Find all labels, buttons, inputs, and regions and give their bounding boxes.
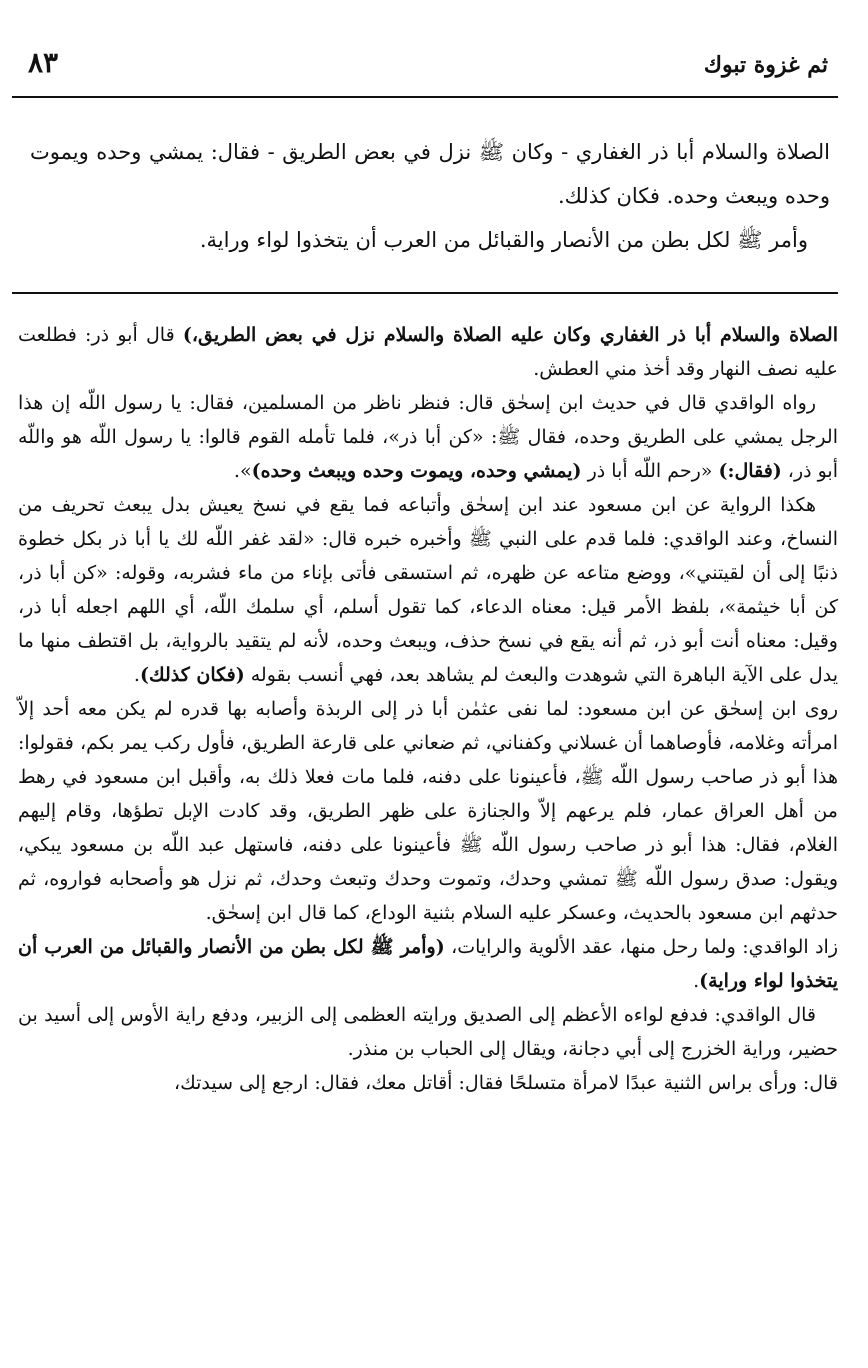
commentary-text-run: قال أبو ذر: فطلعت عليه نصف النهار وقد أخذ مني العطش. xyxy=(18,324,838,380)
quoted-matn: (فقال:) xyxy=(718,460,782,482)
commentary-paragraph-4: روى ابن إسحٰق عن ابن مسعود: لما نفى عثمٰن أبا ذر إلى الربذة وأصابه بها قدره لم يكن معه أحد إلاّ امرأته وغلامه، فأوصاهما أن غسلاني وكفناني، ثم ضعاني على قارعة الطريق، فأول ركب يمر بكم، فقولوا: هذا أبو ذر صاحب رسول اللّه ﷺ، فأعينونا على دفنه، فلما مات فعلا ذلك به، وأقبل ابن مسعود في رهط من أهل العراق عمار، فلم يرعهم إلاّ والجنازة على ظهر الطريق، وقد كادت الإبل تطؤها، وقام إليهم الغلام، فقال: هذا أبو ذر صاحب رسول اللّه ﷺ فأعينونا على دفنه، فاستهل عبد اللّه بن مسعود يبكي، ويقول: صدق رسول اللّه ﷺ تمشي وحدك، وتموت وحدك وتبعث وحدك، ثم نزل هو وأصحابه فواروه، ثم حدثهم ابن مسعود بالحديث، وعسكر عليه السلام بثنية الوداع، كما قال ابن إسحٰق. xyxy=(18,698,838,924)
commentary-paragraph-2 xyxy=(18,386,838,488)
commentary-text-run: . xyxy=(133,664,140,686)
quoted-matn: (فكان كذلك) xyxy=(139,664,245,686)
commentary-text-run: «رحم اللّه أبا ذر xyxy=(581,460,719,482)
quoted-matn: الصلاة والسلام أبا ذر الغفاري وكان عليه الصلاة والسلام نزل في بعض الطريق،) xyxy=(182,324,838,346)
commentary-text-run: زاد الواقدي: ولما رحل منها، عقد الألوية والرايات، xyxy=(444,936,838,958)
matn-paragraph-1: الصلاة والسلام أبا ذر الغفاري - وكان ﷺ نزل في بعض الطريق - فقال: يمشي وحده ويموت وحده ويبعث وحده. فكان كذلك. xyxy=(30,140,830,208)
commentary-text xyxy=(18,318,838,1100)
header-rule xyxy=(12,96,838,98)
commentary-text-run: رواه الواقدي قال في حديث ابن إسحٰق قال: فنظر ناظر من المسلمين، فقال: يا رسول اللّه إن هذا الرجل يمشي على الطريق وحده، فقال ﷺ: «كن أبا ذر»، فلما تأمله القوم قالوا: يا رسول اللّه هو واللّه أبو ذر، xyxy=(18,392,838,482)
commentary-text-run: هكذا الرواية عن ابن مسعود عند ابن إسحٰق وأتباعه فما يقع في نسخ يعيش بدل يبعث تحريف من النساخ، وعند الواقدي: فلما قدم على النبي ﷺ وأخبره خبره قال: «لقد غفر اللّه لك يا أبا ذر بكل خطوة ذنبًا إلى أن لقيتني»، ووضع متاعه عن ظهره، ثم استسقى فأتى بإناء من ماء فشربه، وقوله: «كن أبا ذر، كن أبا خيثمة»، بلفظ الأمر قيل: معناه الدعاء، كما تقول أسلم، أي سلمك اللّه، أي اللهم اجعله أبا ذر، وقيل: معناه أنت أبو ذر، ثم أنه يقع في نسخ حذف، ويبعث وحده، لأنه لم يتقيد بالرواية، بل اقتطف منها ما يدل على الآية الباهرة التي شوهدت والبعث لم يشاهد بعد، فهي أنسب بقوله xyxy=(18,494,838,686)
commentary-paragraph-1 xyxy=(18,318,838,386)
commentary-paragraph-7: قال: ورأى براس الثنية عبدًا لامرأة متسلحًا فقال: أقاتل معك، فقال: ارجع إلى سيدتك، xyxy=(173,1072,838,1094)
commentary-text-run: ». xyxy=(233,460,252,482)
page-number: ٨٣ xyxy=(28,46,59,79)
quoted-matn: (وأمر ﷺ لكل بطن من الأنصار والقبائل من العرب أن يتخذوا لواء وراية) xyxy=(18,936,838,992)
page-header xyxy=(28,42,828,94)
section-divider xyxy=(12,292,838,294)
running-title: ثم غزوة تبوك xyxy=(703,52,828,78)
commentary-paragraph-5 xyxy=(18,930,838,998)
quoted-matn: (يمشي وحده، ويموت وحده ويبعث وحده) xyxy=(251,460,582,482)
matn-text xyxy=(30,130,830,262)
commentary-text-run: . xyxy=(693,970,700,992)
commentary-paragraph-3 xyxy=(18,488,838,692)
commentary-paragraph-6: قال الواقدي: فدفع لواءه الأعظم إلى الصديق ورايته العظمى إلى الزبير، ودفع راية الأوس إلى أسيد بن حضير، وراية الخزرج إلى أبي دجانة، ويقال إلى الحباب بن منذر. xyxy=(18,1004,838,1060)
matn-paragraph-2: وأمر ﷺ لكل بطن من الأنصار والقبائل من العرب أن يتخذوا لواء وراية. xyxy=(199,228,808,252)
